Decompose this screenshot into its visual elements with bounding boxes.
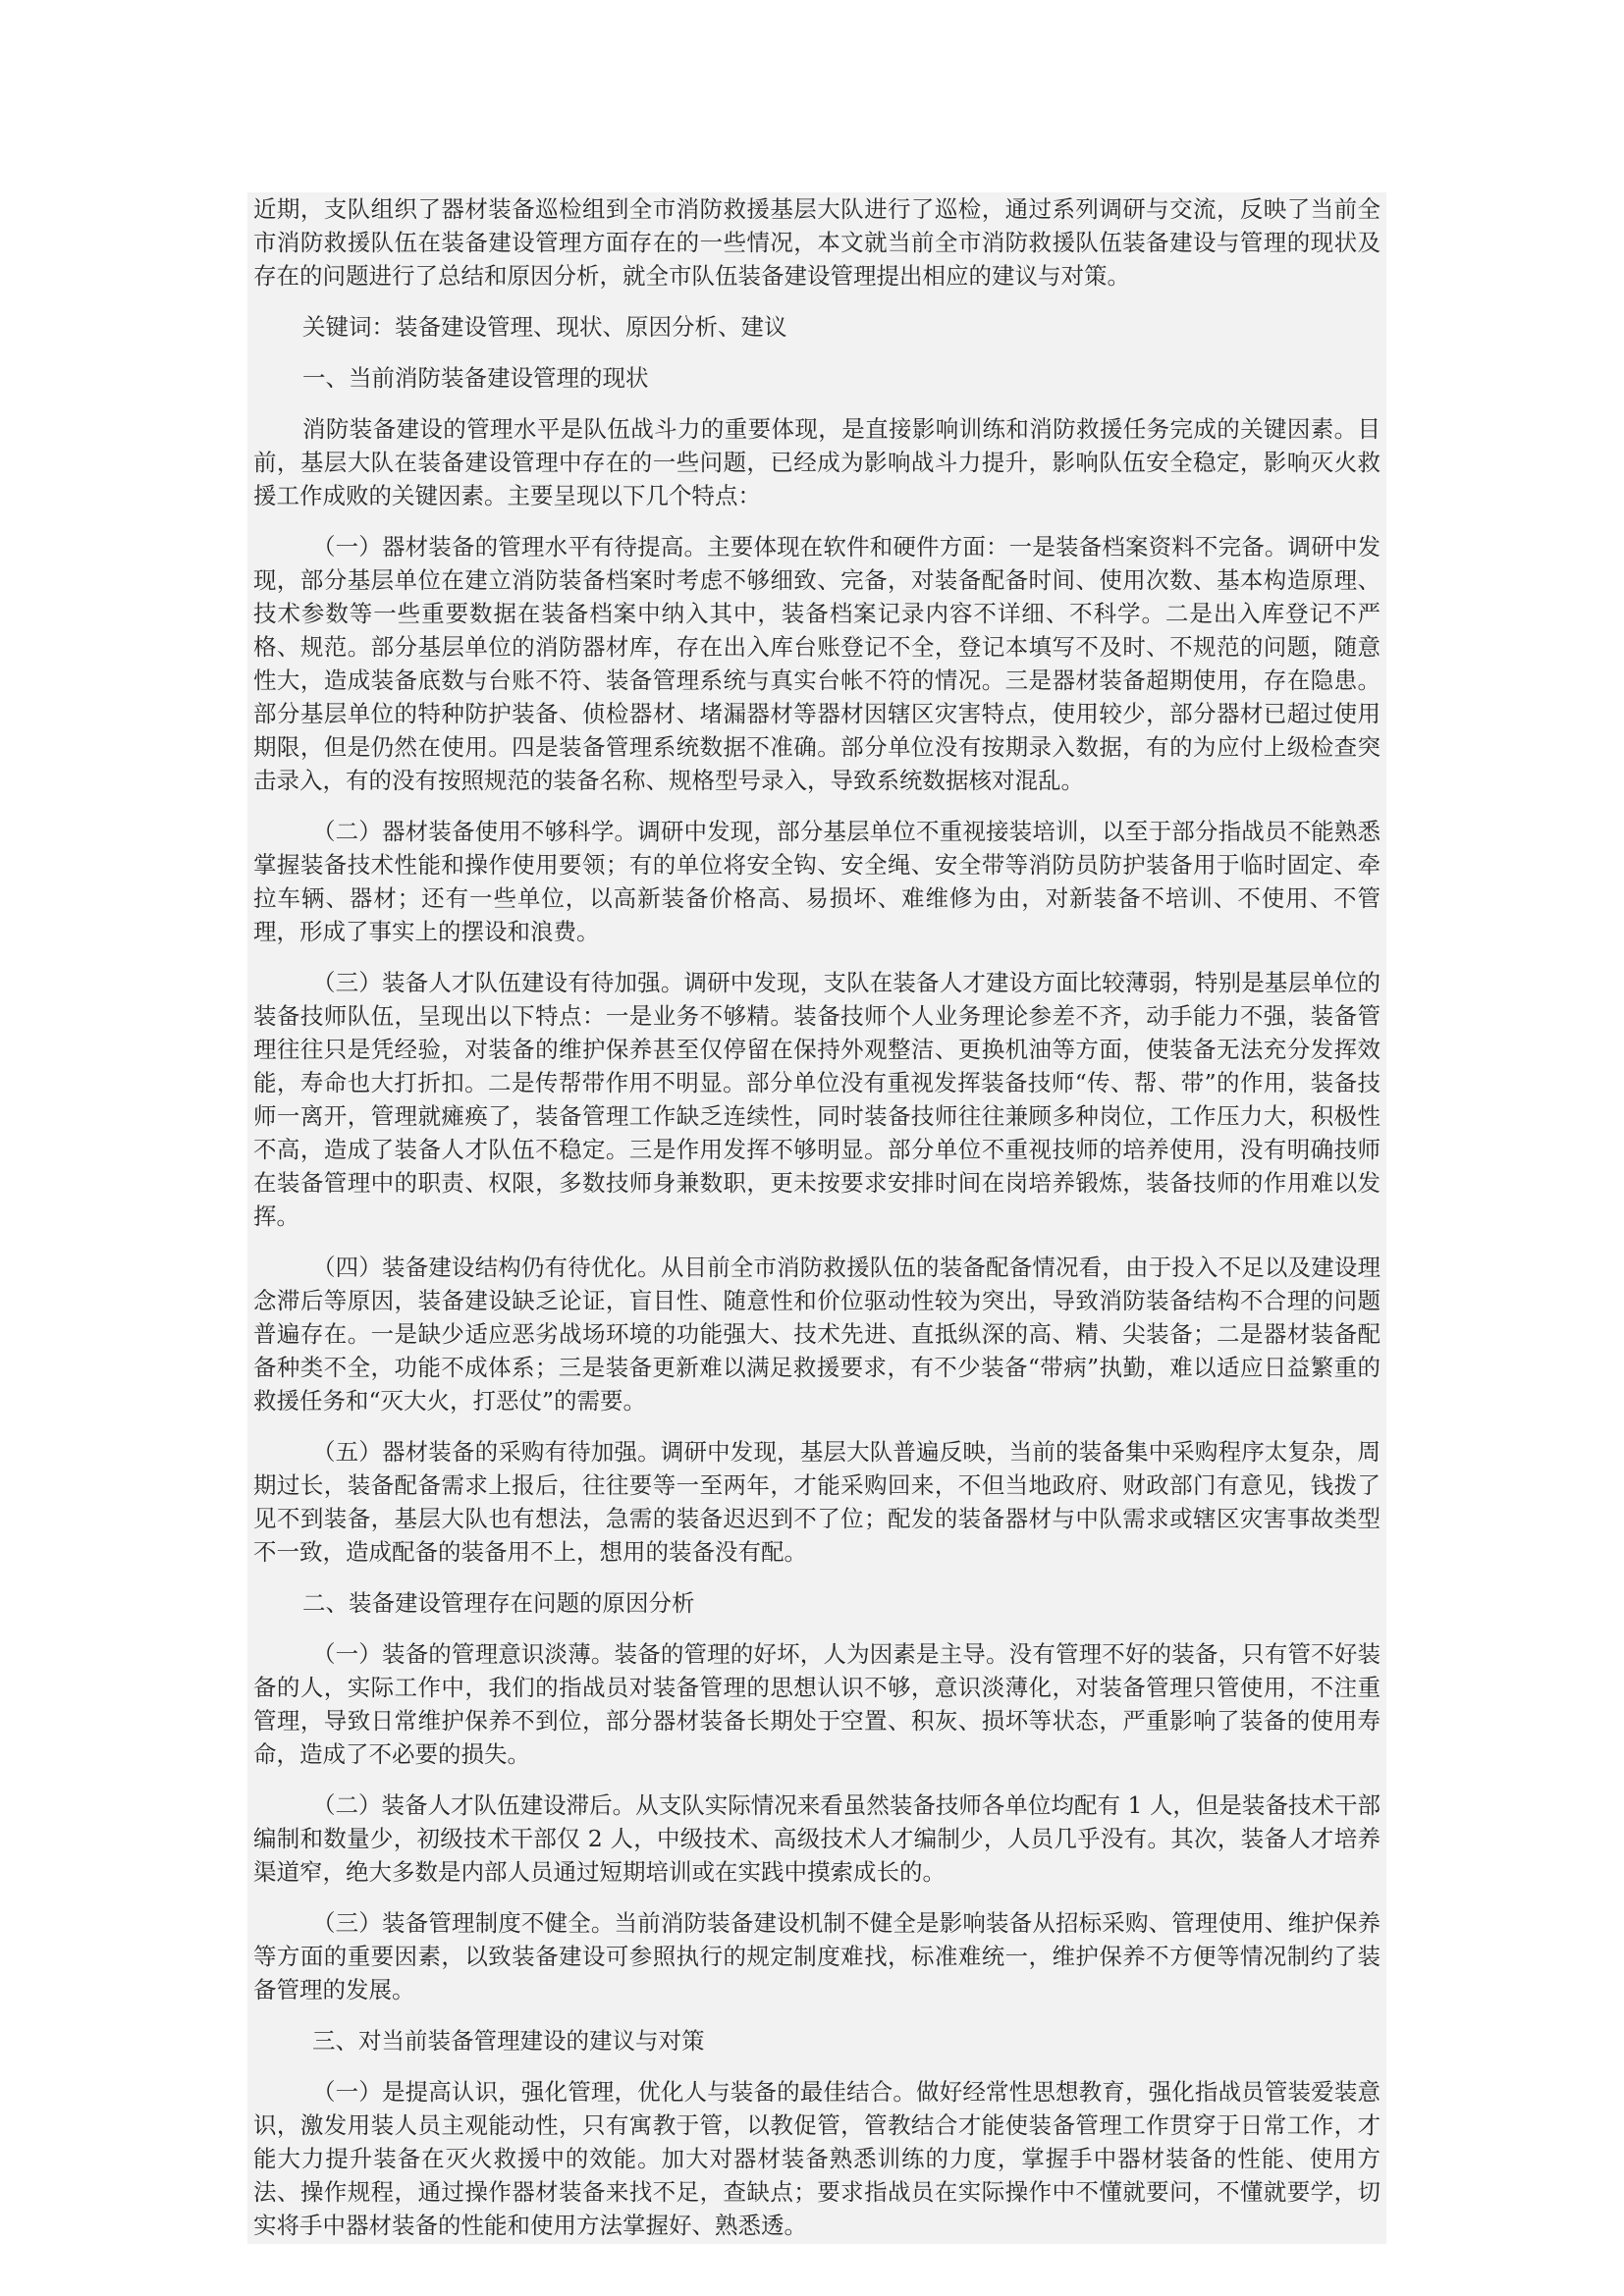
section-1-paragraph-1: （一）器材装备的管理水平有待提高。主要体现在软件和硬件方面：一是装备档案资料不完备。调研中发现，部分基层单位在建立消防装备档案时考虑不够细致、完备，对装备配备时间、使用次数、基本构造原理、技术参数等一些重要数据在装备档案中纳入其中，装备档案记录内容不详细、不科学。二是出入库登记不严格、规范。部分基层单位的消防器材库，存在出入库台账登记不全，登记本填写不及时、不规范的问题，随意性大，造成装备底数与台账不符、装备管理系统与真实台帐不符的情况。三是器材装备超期使用，存在隐患。部分基层单位的特种防护装备、侦检器材、堵漏器材等器材因辖区灾害特点，使用较少，部分器材已超过使用期限，但是仍然在使用。四是装备管理系统数据不准确。部分单位没有按期录入数据，有的为应付上级检查突击录入，有的没有按照规范的装备名称、规格型号录入，导致系统数据核对混乱。 bbox=[253, 533, 1380, 794]
section-1-intro: 消防装备建设的管理水平是队伍战斗力的重要体现，是直接影响训练和消防救援任务完成的关键因素。目前，基层大队在装备建设管理中存在的一些问题，已经成为影响战斗力提升，影响队伍安全稳定，影响灭火救援工作成败的关键因素。主要呈现以下几个特点： bbox=[253, 415, 1380, 509]
section-1-paragraph-2: （二）器材装备使用不够科学。调研中发现，部分基层单位不重视接装培训，以至于部分指战员不能熟悉掌握装备技术性能和操作使用要领；有的单位将安全钩、安全绳、安全带等消防员防护装备用于临时固定、牵拉车辆、器材；还有一些单位，以高新装备价格高、易损坏、难维修为由，对新装备不培训、不使用、不管理，形成了事实上的摆设和浪费。 bbox=[253, 818, 1380, 945]
section-1-paragraph-4: （四）装备建设结构仍有待优化。从目前全市消防救援队伍的装备配备情况看，由于投入不足以及建设理念滞后等原因，装备建设缺乏论证，盲目性、随意性和价位驱动性较为突出，导致消防装备结构不合理的问题普遍存在。一是缺少适应恶劣战场环境的功能强大、技术先进、直抵纵深的高、精、尖装备；二是器材装备配备种类不全，功能不成体系；三是装备更新难以满足救援要求，有不少装备“带病”执勤，难以适应日益繁重的救援任务和“灭大火，打恶仗”的需要。 bbox=[253, 1254, 1380, 1415]
section-2-paragraph-2: （二）装备人才队伍建设滞后。从支队实际情况来看虽然装备技师各单位均配有 1 人，但是装备技术干部编制和数量少，初级技术干部仅 2 人，中级技术、高级技术人才编制少，人员几乎没有。其次，装备人才培养渠道窄，绝大多数是内部人员通过短期培训或在实践中摸索成长的。 bbox=[253, 1791, 1380, 1886]
section-3-paragraph-1: （一）是提高认识，强化管理，优化人与装备的最佳结合。做好经常性思想教育，强化指战员管装爱装意识，激发用装人员主观能动性，只有寓教于管，以教促管，管教结合才能使装备管理工作贯穿于日常工作，才能大力提升装备在灭火救援中的效能。加大对器材装备熟悉训练的力度，掌握手中器材装备的性能、使用方法、操作规程，通过操作器材装备来找不足，查缺点；要求指战员在实际操作中不懂就要问，不懂就要学，切实将手中器材装备的性能和使用方法掌握好、熟悉透。 bbox=[253, 2078, 1380, 2239]
section-1-paragraph-5: （五）器材装备的采购有待加强。调研中发现，基层大队普遍反映，当前的装备集中采购程序太复杂，周期过长，装备配备需求上报后，往往要等一至两年，才能采购回来，不但当地政府、财政部门有意见，钱拨了见不到装备，基层大队也有想法，急需的装备迟迟到不了位；配发的装备器材与中队需求或辖区灾害事故类型不一致，造成配备的装备用不上，想用的装备没有配。 bbox=[253, 1438, 1380, 1566]
keywords-line: 关键词：装备建设管理、现状、原因分析、建议 bbox=[302, 313, 787, 341]
section-2-paragraph-3: （三）装备管理制度不健全。当前消防装备建设机制不健全是影响装备从招标采购、管理使用、维护保养等方面的重要因素，以致装备建设可参照执行的规定制度难找，标准难统一，维护保养不方便等情况制约了装备管理的发展。 bbox=[253, 1909, 1380, 2003]
section-2-heading: 二、装备建设管理存在问题的原因分析 bbox=[302, 1589, 695, 1617]
section-2-paragraph-1: （一）装备的管理意识淡薄。装备的管理的好坏，人为因素是主导。没有管理不好的装备，只有管不好装备的人，实际工作中，我们的指战员对装备管理的思想认识不够，意识淡薄化，对装备管理只管使用，不注重管理，导致日常维护保养不到位，部分器材装备长期处于空置、积灰、损坏等状态，严重影响了装备的使用寿命，造成了不必要的损失。 bbox=[253, 1640, 1380, 1768]
document-body bbox=[247, 192, 1386, 2244]
section-1-paragraph-3: （三）装备人才队伍建设有待加强。调研中发现，支队在装备人才建设方面比较薄弱，特别是基层单位的装备技师队伍，呈现出以下特点：一是业务不够精。装备技师个人业务理论参差不齐，动手能力不强，装备管理往往只是凭经验，对装备的维护保养甚至仅停留在保持外观整洁、更换机油等方面，使装备无法充分发挥效能，寿命也大打折扣。二是传帮带作用不明显。部分单位没有重视发挥装备技师“传、帮、带”的作用，装备技师一离开，管理就瘫痪了，装备管理工作缺乏连续性，同时装备技师往往兼顾多种岗位，工作压力大，积极性不高，造成了装备人才队伍不稳定。三是作用发挥不够明显。部分单位不重视技师的培养使用，没有明确技师在装备管理中的职责、权限，多数技师身兼数职，更未按要求安排时间在岗培养锻炼，装备技师的作用难以发挥。 bbox=[253, 969, 1380, 1230]
intro-paragraph: 近期，支队组织了器材装备巡检组到全市消防救援基层大队进行了巡检，通过系列调研与交流，反映了当前全市消防救援队伍在装备建设管理方面存在的一些情况，本文就当前全市消防救援队伍装备建设与管理的现状及存在的问题进行了总结和原因分析，就全市队伍装备建设管理提出相应的建议与对策。 bbox=[253, 195, 1380, 290]
section-3-heading: 三、对当前装备管理建设的建议与对策 bbox=[312, 2027, 705, 2055]
section-1-heading: 一、当前消防装备建设管理的现状 bbox=[302, 364, 649, 392]
